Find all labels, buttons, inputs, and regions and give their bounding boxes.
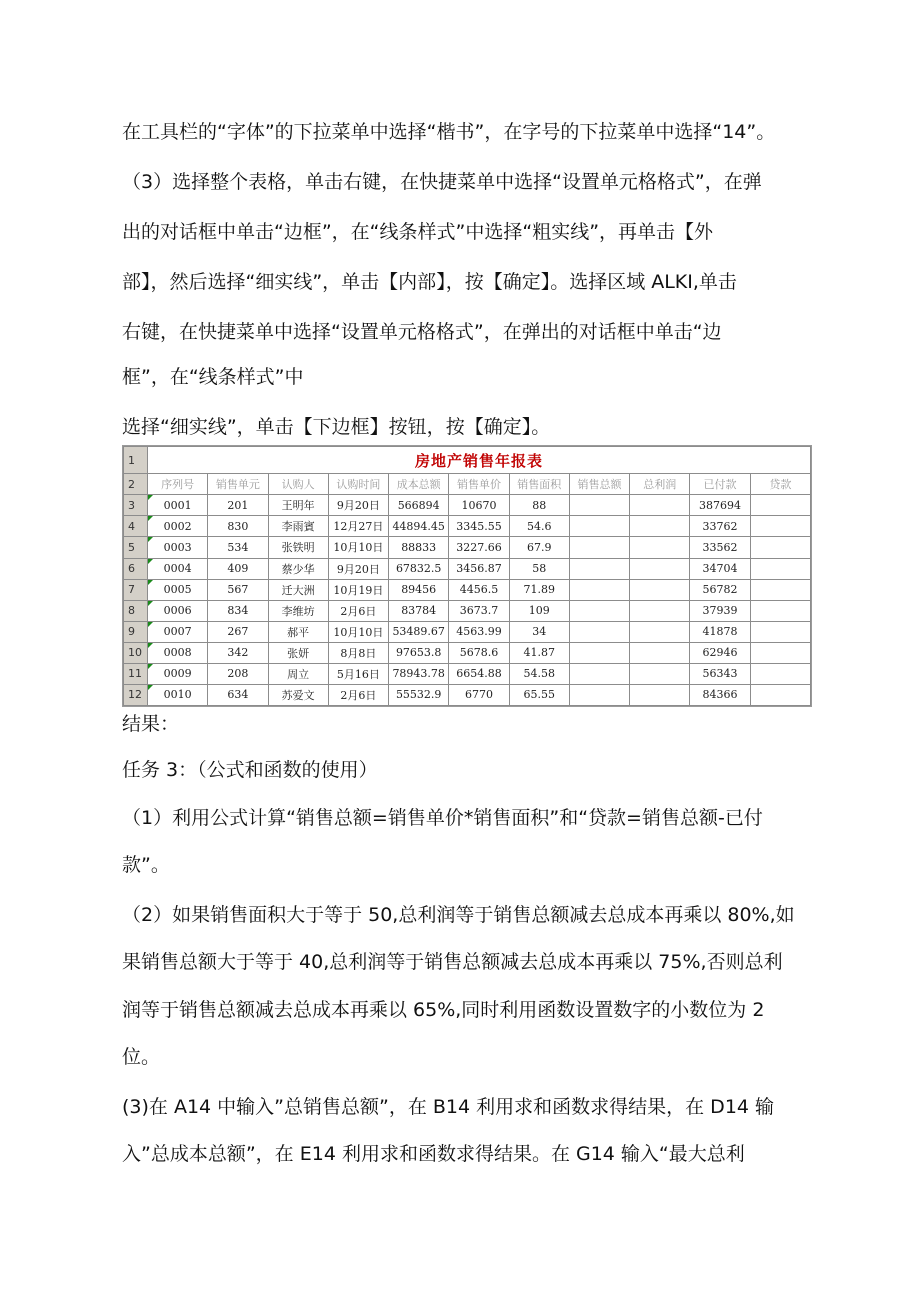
table-cell — [750, 600, 810, 621]
row-number: 4 — [124, 516, 148, 537]
table-cell: 830 — [208, 516, 268, 537]
table-cell — [569, 537, 629, 558]
table-cell — [630, 537, 690, 558]
spreadsheet-screenshot — [122, 445, 812, 707]
table-cell: 0004 — [148, 558, 208, 579]
column-header: 序列号 — [148, 474, 208, 495]
paragraph-line: 出的对话框中单击“边框”，在“线条样式”中选择“粗实线”，再单击【外 — [122, 221, 714, 243]
table-row — [124, 600, 811, 621]
table-cell: 2月6日 — [328, 600, 388, 621]
table-cell — [569, 621, 629, 642]
row-number: 7 — [124, 579, 148, 600]
table-cell: 王明年 — [268, 495, 328, 516]
table-cell: 0007 — [148, 621, 208, 642]
column-header: 销售单价 — [449, 474, 509, 495]
table-cell: 534 — [208, 537, 268, 558]
table-cell: 41878 — [690, 621, 750, 642]
row-number: 2 — [124, 474, 148, 495]
table-cell — [750, 558, 810, 579]
paragraph-line: （1）利用公式计算“销售总额=销售单价*销售面积”和“贷款=销售总额-已付 — [122, 807, 763, 829]
paragraph-line: 款”。 — [122, 854, 170, 876]
column-header: 成本总额 — [389, 474, 449, 495]
table-row — [124, 537, 811, 558]
table-cell — [569, 558, 629, 579]
table-cell: 4563.99 — [449, 621, 509, 642]
table-row — [124, 447, 811, 474]
table-cell: 67.9 — [509, 537, 569, 558]
row-number: 12 — [124, 684, 148, 705]
table-cell: 8月8日 — [328, 642, 388, 663]
table-row — [124, 474, 811, 495]
table-cell: 0010 — [148, 684, 208, 705]
table-row — [124, 642, 811, 663]
table-cell: 109 — [509, 600, 569, 621]
table-cell: 10月19日 — [328, 579, 388, 600]
paragraph-line: (3)在 A14 中输入”总销售总额”，在 B14 利用求和函数求得结果，在 D14 输 — [122, 1096, 775, 1118]
table-cell: 41.87 — [509, 642, 569, 663]
table-cell: 3456.87 — [449, 558, 509, 579]
table-cell: 83784 — [389, 600, 449, 621]
table-cell: 李维坊 — [268, 600, 328, 621]
column-header: 总利润 — [630, 474, 690, 495]
table-cell: 3673.7 — [449, 600, 509, 621]
sales-report-table — [123, 446, 811, 706]
table-row — [124, 579, 811, 600]
table-cell: 78943.78 — [389, 663, 449, 684]
table-cell: 郝平 — [268, 621, 328, 642]
table-cell: 5月16日 — [328, 663, 388, 684]
table-cell: 3227.66 — [449, 537, 509, 558]
row-number: 11 — [124, 663, 148, 684]
table-row — [124, 516, 811, 537]
table-row — [124, 684, 811, 705]
paragraph-line: 果销售总额大于等于 40,总利润等于销售总额减去总成本再乘以 75%,否则总利 — [122, 951, 783, 973]
table-cell: 34 — [509, 621, 569, 642]
table-cell: 56782 — [690, 579, 750, 600]
table-cell: 54.58 — [509, 663, 569, 684]
table-cell — [750, 684, 810, 705]
row-number: 1 — [124, 447, 148, 474]
table-cell: 0009 — [148, 663, 208, 684]
table-cell: 89456 — [389, 579, 449, 600]
table-cell — [630, 516, 690, 537]
task-heading: 任务 3：（公式和函数的使用） — [122, 759, 378, 781]
table-cell — [569, 600, 629, 621]
table-cell: 9月20日 — [328, 495, 388, 516]
table-cell: 55532.9 — [389, 684, 449, 705]
paragraph-line: 部】，然后选择“细实线”，单击【内部】，按【确定】。选择区域 ALKI,单击 — [122, 271, 737, 293]
table-cell: 201 — [208, 495, 268, 516]
table-cell: 张妍 — [268, 642, 328, 663]
column-header: 销售总额 — [569, 474, 629, 495]
table-cell — [630, 642, 690, 663]
paragraph-line: 选择“细实线”，单击【下边框】按钮，按【确定】。 — [122, 416, 551, 438]
table-cell: 387694 — [690, 495, 750, 516]
row-number: 10 — [124, 642, 148, 663]
table-cell: 迁大洲 — [268, 579, 328, 600]
table-cell: 0006 — [148, 600, 208, 621]
table-cell: 566894 — [389, 495, 449, 516]
table-cell: 54.6 — [509, 516, 569, 537]
table-cell — [750, 516, 810, 537]
table-cell — [630, 621, 690, 642]
table-cell: 苏爱文 — [268, 684, 328, 705]
table-cell: 44894.45 — [389, 516, 449, 537]
table-cell — [569, 663, 629, 684]
table-row — [124, 558, 811, 579]
paragraph-line: 右键，在快捷菜单中选择“设置单元格格式”，在弹出的对话框中单击“边 — [122, 321, 722, 343]
table-cell: 84366 — [690, 684, 750, 705]
table-cell: 5678.6 — [449, 642, 509, 663]
column-header: 贷款 — [750, 474, 810, 495]
table-cell: 67832.5 — [389, 558, 449, 579]
table-cell — [750, 663, 810, 684]
column-header: 已付款 — [690, 474, 750, 495]
table-cell: 208 — [208, 663, 268, 684]
paragraph-line: 在工具栏的“字体”的下拉菜单中选择“楷书”，在字号的下拉菜单中选择“14”。 — [122, 121, 776, 143]
table-cell: 88 — [509, 495, 569, 516]
table-cell: 0002 — [148, 516, 208, 537]
table-cell: 37939 — [690, 600, 750, 621]
table-cell: 张铁明 — [268, 537, 328, 558]
column-header: 认购时间 — [328, 474, 388, 495]
table-cell — [569, 684, 629, 705]
paragraph-line: 框”，在“线条样式”中 — [122, 366, 304, 388]
table-cell — [569, 579, 629, 600]
row-number: 3 — [124, 495, 148, 516]
table-cell: 33762 — [690, 516, 750, 537]
table-cell — [750, 495, 810, 516]
table-cell: 0003 — [148, 537, 208, 558]
paragraph-line: （3）选择整个表格，单击右键，在快捷菜单中选择“设置单元格格式”，在弹 — [122, 171, 762, 193]
table-cell: 12月27日 — [328, 516, 388, 537]
table-row — [124, 495, 811, 516]
table-cell: 10670 — [449, 495, 509, 516]
table-cell: 834 — [208, 600, 268, 621]
column-header: 认购人 — [268, 474, 328, 495]
table-cell — [630, 558, 690, 579]
table-cell — [630, 495, 690, 516]
table-cell: 0008 — [148, 642, 208, 663]
table-cell: 周立 — [268, 663, 328, 684]
table-cell: 0001 — [148, 495, 208, 516]
table-cell: 2月6日 — [328, 684, 388, 705]
table-cell — [630, 684, 690, 705]
table-cell: 58 — [509, 558, 569, 579]
table-cell: 蔡少华 — [268, 558, 328, 579]
table-cell — [750, 642, 810, 663]
table-cell — [569, 495, 629, 516]
table-cell — [569, 642, 629, 663]
table-row — [124, 621, 811, 642]
table-cell: 97653.8 — [389, 642, 449, 663]
table-cell: 6654.88 — [449, 663, 509, 684]
table-cell: 409 — [208, 558, 268, 579]
column-header: 销售面积 — [509, 474, 569, 495]
table-cell — [750, 621, 810, 642]
table-cell: 342 — [208, 642, 268, 663]
row-number: 9 — [124, 621, 148, 642]
table-row — [124, 663, 811, 684]
paragraph-line: 入”总成本总额”，在 E14 利用求和函数求得结果。在 G14 输入“最大总利 — [122, 1143, 745, 1165]
table-cell: 10月10日 — [328, 537, 388, 558]
column-header: 销售单元 — [208, 474, 268, 495]
row-number: 8 — [124, 600, 148, 621]
table-cell: 33562 — [690, 537, 750, 558]
table-cell — [569, 516, 629, 537]
sheet-title: 房地产销售年报表 — [148, 447, 811, 474]
table-cell: 634 — [208, 684, 268, 705]
table-cell: 567 — [208, 579, 268, 600]
table-cell: 李雨賓 — [268, 516, 328, 537]
table-cell: 65.55 — [509, 684, 569, 705]
paragraph-line: 润等于销售总额减去总成本再乘以 65%,同时利用函数设置数字的小数位为 2 — [122, 999, 765, 1021]
result-label: 结果： — [122, 713, 180, 735]
table-cell: 0005 — [148, 579, 208, 600]
table-cell — [750, 537, 810, 558]
table-cell — [750, 579, 810, 600]
table-cell: 6770 — [449, 684, 509, 705]
table-cell: 3345.55 — [449, 516, 509, 537]
table-cell: 9月20日 — [328, 558, 388, 579]
table-cell: 4456.5 — [449, 579, 509, 600]
row-number: 5 — [124, 537, 148, 558]
paragraph-line: 位。 — [122, 1046, 161, 1068]
table-cell — [630, 600, 690, 621]
row-number: 6 — [124, 558, 148, 579]
table-cell: 56343 — [690, 663, 750, 684]
paragraph-line: （2）如果销售面积大于等于 50,总利润等于销售总额减去总成本再乘以 80%,如 — [122, 904, 795, 926]
table-cell: 53489.67 — [389, 621, 449, 642]
table-cell: 62946 — [690, 642, 750, 663]
table-cell — [630, 663, 690, 684]
table-cell: 267 — [208, 621, 268, 642]
table-cell: 34704 — [690, 558, 750, 579]
table-cell: 88833 — [389, 537, 449, 558]
table-cell: 10月10日 — [328, 621, 388, 642]
table-cell — [630, 579, 690, 600]
table-cell: 71.89 — [509, 579, 569, 600]
